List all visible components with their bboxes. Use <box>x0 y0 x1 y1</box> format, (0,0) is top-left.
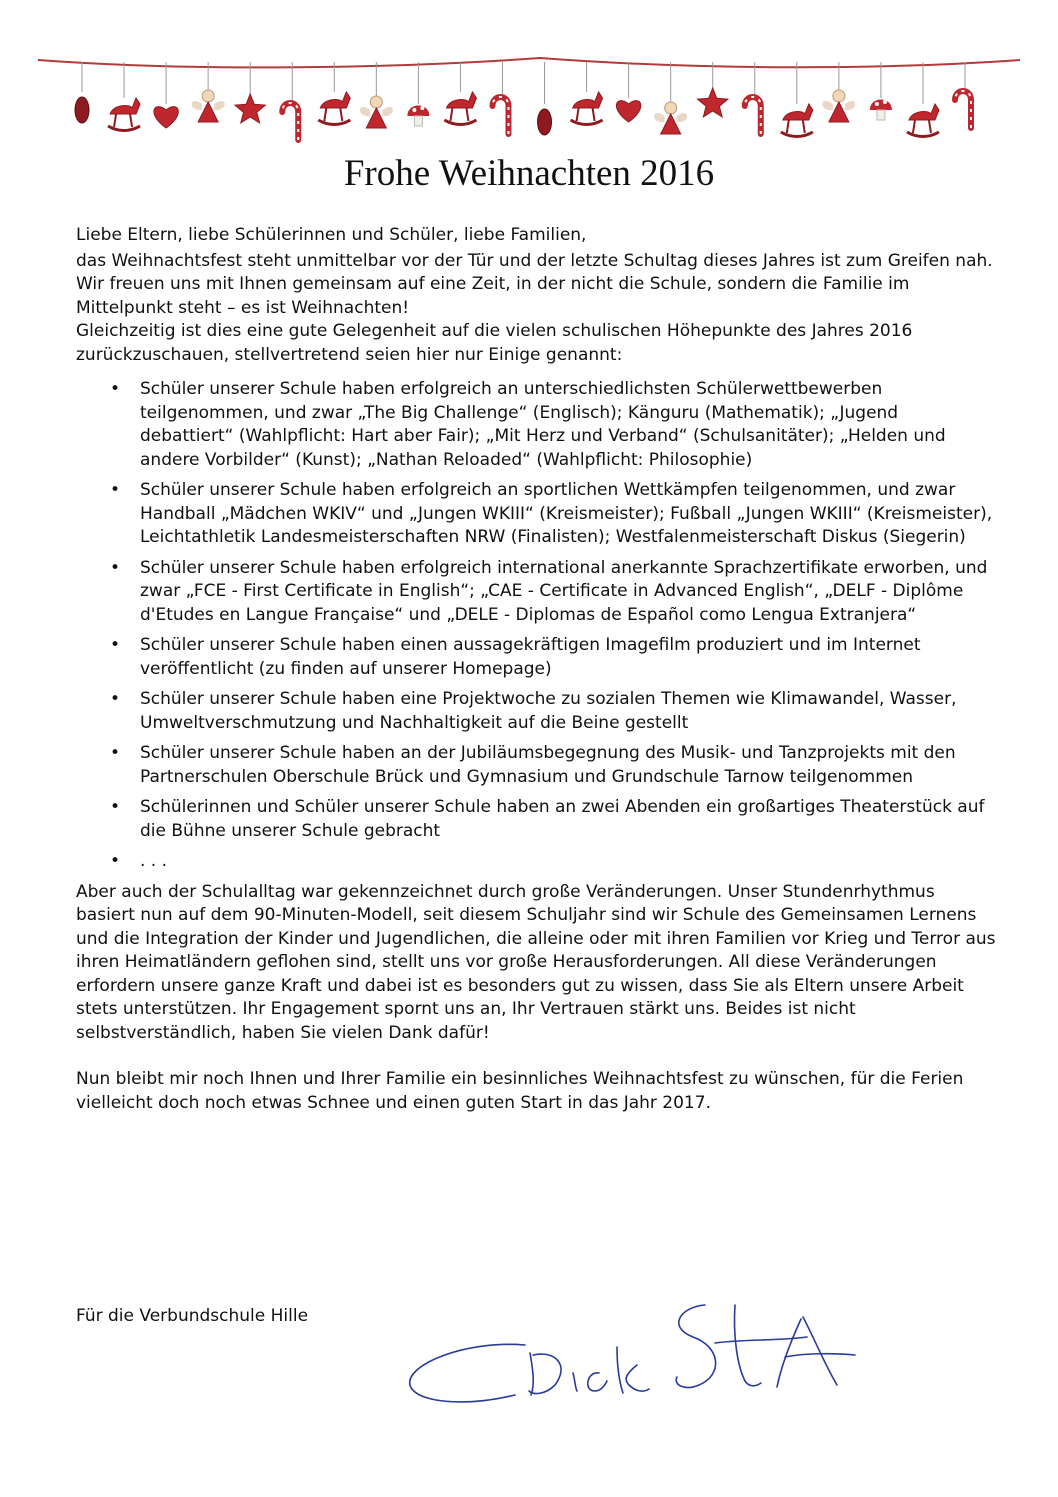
rocking-horse-ornament <box>907 62 939 137</box>
page-title: Frohe Weihnachten 2016 <box>343 153 715 194</box>
angel-ornament <box>360 62 393 128</box>
heart-ornament <box>616 62 640 122</box>
mushroom-ornament <box>407 62 429 126</box>
mushroom-ornament <box>870 62 892 120</box>
intro-paragraph: das Weihnachtsfest steht unmittelbar vor der Tür und der letzte Schultag dieses Jahres ist zum Greifen nah. Wir freuen uns mit Ihnen gemeinsam auf eine Zeit, in der nicht die Schule, sondern die Familie im Mittelpunkt steht – es ist Weihnachten! <box>76 250 993 318</box>
list-item: • Schüler unserer Schule haben eine Projektwoche zu sozialen Themen wie Klimawandel, Wasser, Umweltverschmutzung und Nachhaltigkeit auf die Beine gestellt <box>140 688 996 735</box>
rocking-horse-ornament <box>781 62 813 137</box>
angel-ornament <box>822 62 855 122</box>
letter-body <box>76 224 996 1115</box>
star-ornament <box>235 62 265 123</box>
rocking-horse-ornament <box>571 62 603 125</box>
rocking-horse-ornament <box>444 62 476 125</box>
salutation: Liebe Eltern, liebe Schülerinnen und Schüler, liebe Familien, <box>76 225 587 245</box>
candy-cane-ornament <box>492 62 508 134</box>
list-item: • Schüler unserer Schule haben erfolgreich an unterschiedlichsten Schülerwettbewerben teilgenommen, und zwar „The Big Challenge“ (Englisch); Känguru (Mathematik); „Jugend debattiert“ (Wahlpflicht: Hart aber Fair); „Mit Herz und Verband“ (Schulsanitäter); „Helden und andere Vorbilder“ (Kunst); „Nathan Reloaded“ (Wahlpflicht: Philosophie) <box>140 378 996 472</box>
highlights-list <box>76 378 996 874</box>
list-item: • Schüler unserer Schule haben an der Jubiläumsbegegnung des Musik- und Tanzprojekts mit den Partnerschulen Oberschule Brück und Gymnasium und Grundschule Tarnow teilgenommen <box>140 742 996 789</box>
star-ornament <box>698 62 728 117</box>
angel-ornament <box>192 62 225 122</box>
heart-ornament <box>154 62 178 128</box>
candy-cane-ornament <box>282 62 298 140</box>
list-item: • Schüler unserer Schule haben erfolgreich an sportlichen Wettkämpfen teilgenommen, und zwar Handball „Mädchen WKIV“ und „Jungen WKIII“ (Kreismeister); Fußball „Jungen WKIII“ (Kreismeister), Leichtathletik Landesmeisterschaften NRW (Finalisten); Westfalenmeisterschaft Diskus (Siegerin) <box>140 479 996 550</box>
rocking-horse-ornament <box>108 62 140 131</box>
christmas-garland-decoration <box>0 0 1058 150</box>
pine-cone-ornament <box>538 62 552 135</box>
wishes-paragraph: Nun bleibt mir noch Ihnen und Ihrer Familie ein besinnliches Weihnachtsfest zu wünschen, für die Ferien vielleicht doch noch etwas Schnee und einen guten Start in das Jahr 2017. <box>76 1069 964 1113</box>
list-item: • Schüler unserer Schule haben einen aussagekräftigen Imagefilm produziert und im Internet veröffentlicht (zu finden auf unserer Homepage) <box>140 634 996 681</box>
school-year-paragraph: Aber auch der Schulalltag war gekennzeichnet durch große Veränderungen. Unser Stundenrhythmus basiert nun auf dem 90-Minuten-Modell, seit diesem Schuljahr sind wir Schule des Gemeinsamen Lernens und die Integration der Kinder und Jugendlichen, die alleine oder mit ihren Familien vor Krieg und Terror aus ihren Heimatländern geflohen sind, stellt uns vor große Herausforderungen. All diese Veränderungen erfordern unsere ganze Kraft und dabei ist es besonders gut zu wissen, dass Sie als Eltern unsere Arbeit stets unterstützen. Ihr Engagement spornt uns an, Ihr Vertrauen stärkt uns. Beides ist nicht selbstverständlich, haben Sie vielen Dank dafür! <box>76 881 996 1043</box>
intro-paragraph-2: Gleichzeitig ist dies eine gute Gelegenheit auf die vielen schulischen Höhepunkte des Jahres 2016 zurückzuschauen, stellvertretend seien hier nur Einige genannt: <box>76 321 913 365</box>
candy-cane-ornament <box>955 62 971 128</box>
pine-cone-ornament <box>75 62 89 123</box>
rocking-horse-ornament <box>318 62 350 125</box>
handwritten-signature <box>405 1295 875 1415</box>
angel-ornament <box>654 62 687 134</box>
closing-line: Für die Verbundschule Hille <box>76 1306 309 1326</box>
list-item: • Schüler unserer Schule haben erfolgreich international anerkannte Sprachzertifikate erworben, und zwar „FCE - First Certificate in English“; „CAE - Certificate in Advanced English“, „DELF - Diplôme d'Etudes en Langue Française“ und „DELE - Diplomas de Español como Lengua Extranjera“ <box>140 557 996 628</box>
list-item: • . . . <box>140 850 996 874</box>
candy-cane-ornament <box>745 62 761 134</box>
list-item: • Schülerinnen und Schüler unserer Schule haben an zwei Abenden ein großartiges Theaterstück auf die Bühne unserer Schule gebracht <box>140 796 996 843</box>
